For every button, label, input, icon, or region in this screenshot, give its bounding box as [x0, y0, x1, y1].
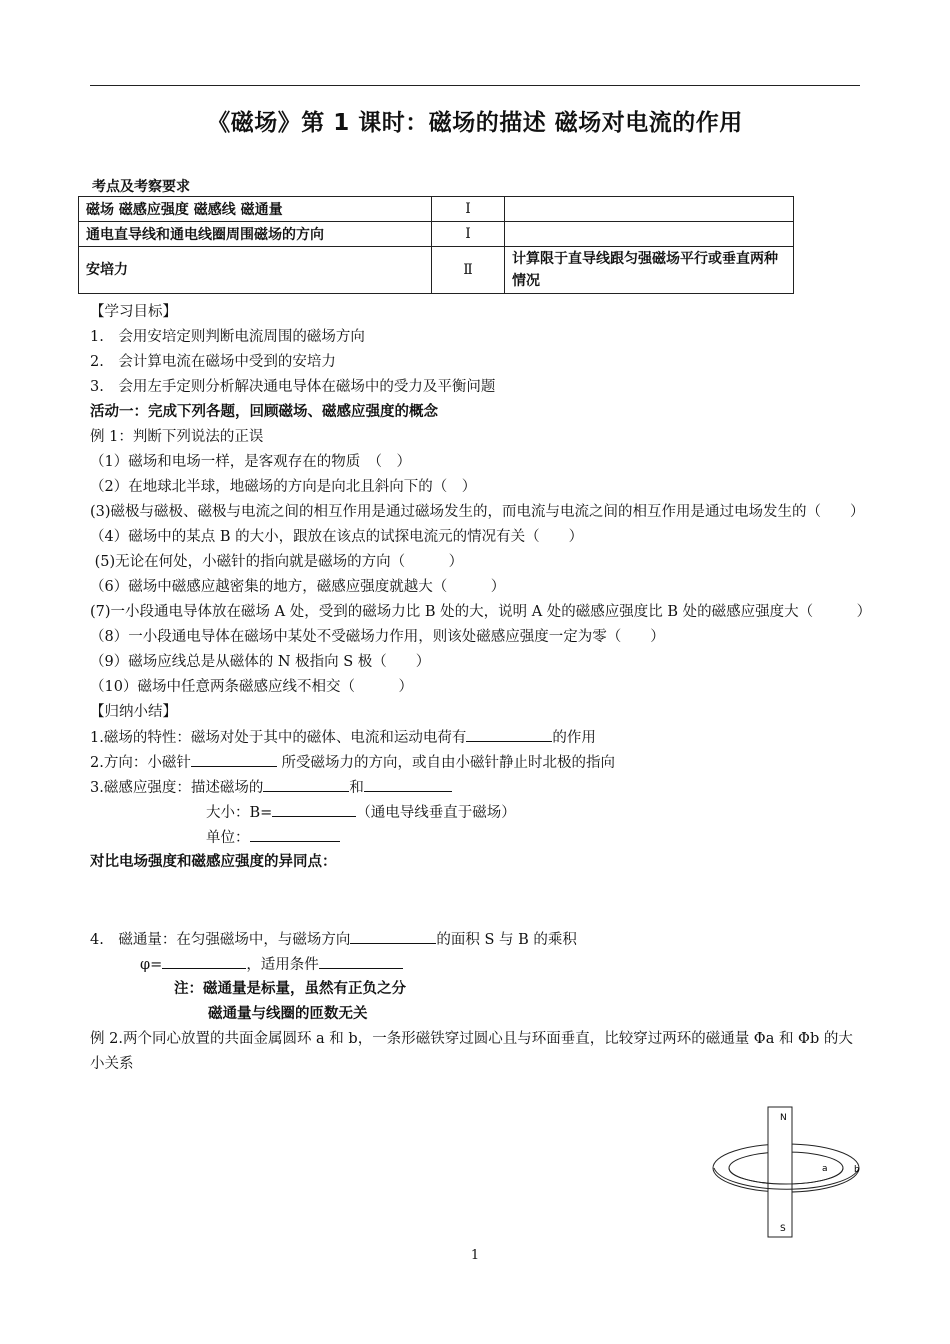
table-row: [79, 197, 794, 222]
summary-item-1: 1.磁场的特性：磁场对处于其中的磁体、电流和运动电荷有 的作用: [90, 725, 866, 750]
requirements-table: [78, 196, 794, 294]
summary-unit: 单位：: [90, 825, 866, 850]
statement-item: (5)无论在何处，小磁针的指向就是磁场的方向（ ）: [90, 554, 464, 570]
fill-blank[interactable]: [466, 725, 552, 742]
example-title: 例 1：判断下列说法的正误: [90, 429, 264, 445]
level-cell: Ⅰ: [432, 197, 505, 222]
goal-item: 1. 会用安培定则判断电流周围的磁场方向: [90, 329, 365, 345]
compare-heading: 对比电场强度和磁感应强度的异同点：: [90, 854, 337, 870]
north-pole-label: N: [780, 1113, 787, 1123]
note-cell: 计算限于直导线跟匀强磁场平行或垂直两种情况: [505, 247, 794, 294]
statement-item: （4）磁场中的某点 B 的大小，跟放在该点的试探电流元的情况有关（ ）: [90, 529, 584, 545]
statement-item: （1）磁场和电场一样，是客观存在的物质 （ ）: [90, 454, 411, 470]
statement-item: （10）磁场中任意两条磁感应线不相交（ ）: [90, 679, 413, 695]
statement-item: (3)磁极与磁极、磁极与电流之间的相互作用是通过磁场发生的，而电流与电流之间的相互作用是通过电场发生的（ ）: [90, 504, 865, 520]
summary-size: 大小：B= （通电导线垂直于磁场）: [90, 800, 866, 825]
answer-space[interactable]: [90, 875, 866, 927]
table-row: [79, 247, 794, 294]
goal-item: 2. 会计算电流在磁场中受到的安培力: [90, 354, 336, 370]
ring-b-label: b: [854, 1165, 860, 1175]
fill-blank[interactable]: [263, 775, 349, 792]
page-title: 《磁场》第 1 课时：磁场的描述 磁场对电流的作用: [207, 110, 743, 136]
goals-heading: 【学习目标】: [90, 304, 177, 320]
page-number: 1: [470, 1248, 480, 1263]
example2-text: 例 2.两个同心放置的共面金属圆环 a 和 b，一条形磁铁穿过圆心且与环面垂直，比较穿过两环的磁通量 Φa 和 Φb 的大小关系: [90, 1031, 853, 1072]
topic-cell: 通电直导线和通电线圈周围磁场的方向: [79, 222, 432, 247]
header-rule: [90, 85, 860, 86]
ring-a-label: a: [822, 1164, 828, 1174]
note-cell: [505, 197, 794, 222]
topic-cell: 磁场 磁感应强度 磁感线 磁通量: [79, 197, 432, 222]
phi-line: φ= ，适用条件: [90, 952, 866, 977]
table-row: [79, 222, 794, 247]
goal-item: 3. 会用左手定则分析解决通电导体在磁场中的受力及平衡问题: [90, 379, 496, 395]
south-pole-label: S: [780, 1224, 786, 1234]
fill-blank[interactable]: [162, 952, 246, 969]
fill-blank[interactable]: [250, 825, 340, 842]
magnet-rings-figure: [708, 1100, 868, 1240]
fill-blank[interactable]: [191, 750, 277, 767]
fill-blank[interactable]: [272, 800, 356, 817]
note-cell: [505, 222, 794, 247]
summary-heading: 【归纳小结】: [90, 704, 177, 720]
fill-blank[interactable]: [350, 927, 436, 944]
statement-item: （6）磁场中磁感应越密集的地方，磁感应强度就越大（ ）: [90, 579, 506, 595]
topic-cell: 安培力: [79, 247, 432, 294]
note-line: 注：磁通量是标量，虽然有正负之分: [174, 981, 406, 997]
summary-item-3: 3.磁感应强度：描述磁场的 和: [90, 775, 866, 800]
statement-item: （9）磁场应线总是从磁体的 N 极指向 S 极（ ）: [90, 654, 431, 670]
statement-item: （8）一小段通电导体在磁场中某处不受磁场力作用，则该处磁感应强度一定为零（ ）: [90, 629, 665, 645]
statement-item: （2）在地球北半球，地磁场的方向是向北且斜向下的（ ）: [90, 479, 477, 495]
level-cell: Ⅰ: [432, 222, 505, 247]
summary-item-2: 2.方向：小磁针 所受磁场力的方向，或自由小磁针静止时北极的指向: [90, 750, 866, 775]
level-cell: Ⅱ: [432, 247, 505, 294]
summary-item-4: 4. 磁通量：在匀强磁场中，与磁场方向 的面积 S 与 B 的乘积: [90, 927, 866, 952]
fill-blank[interactable]: [319, 952, 403, 969]
statement-item: (7)一小段通电导体放在磁场 A 处，受到的磁场力比 B 处的大，说明 A 处的磁感应强度比 B 处的磁感应强度大（ ）: [90, 604, 872, 620]
note-line: 磁通量与线圈的匝数无关: [208, 1006, 368, 1022]
fill-blank[interactable]: [364, 775, 452, 792]
activity-heading: 活动一：完成下列各题，回顾磁场、磁感应强度的概念: [90, 404, 438, 420]
requirements-heading: 考点及考察要求: [92, 179, 190, 195]
bar-magnet: [768, 1107, 792, 1237]
document-body: [90, 300, 872, 1077]
